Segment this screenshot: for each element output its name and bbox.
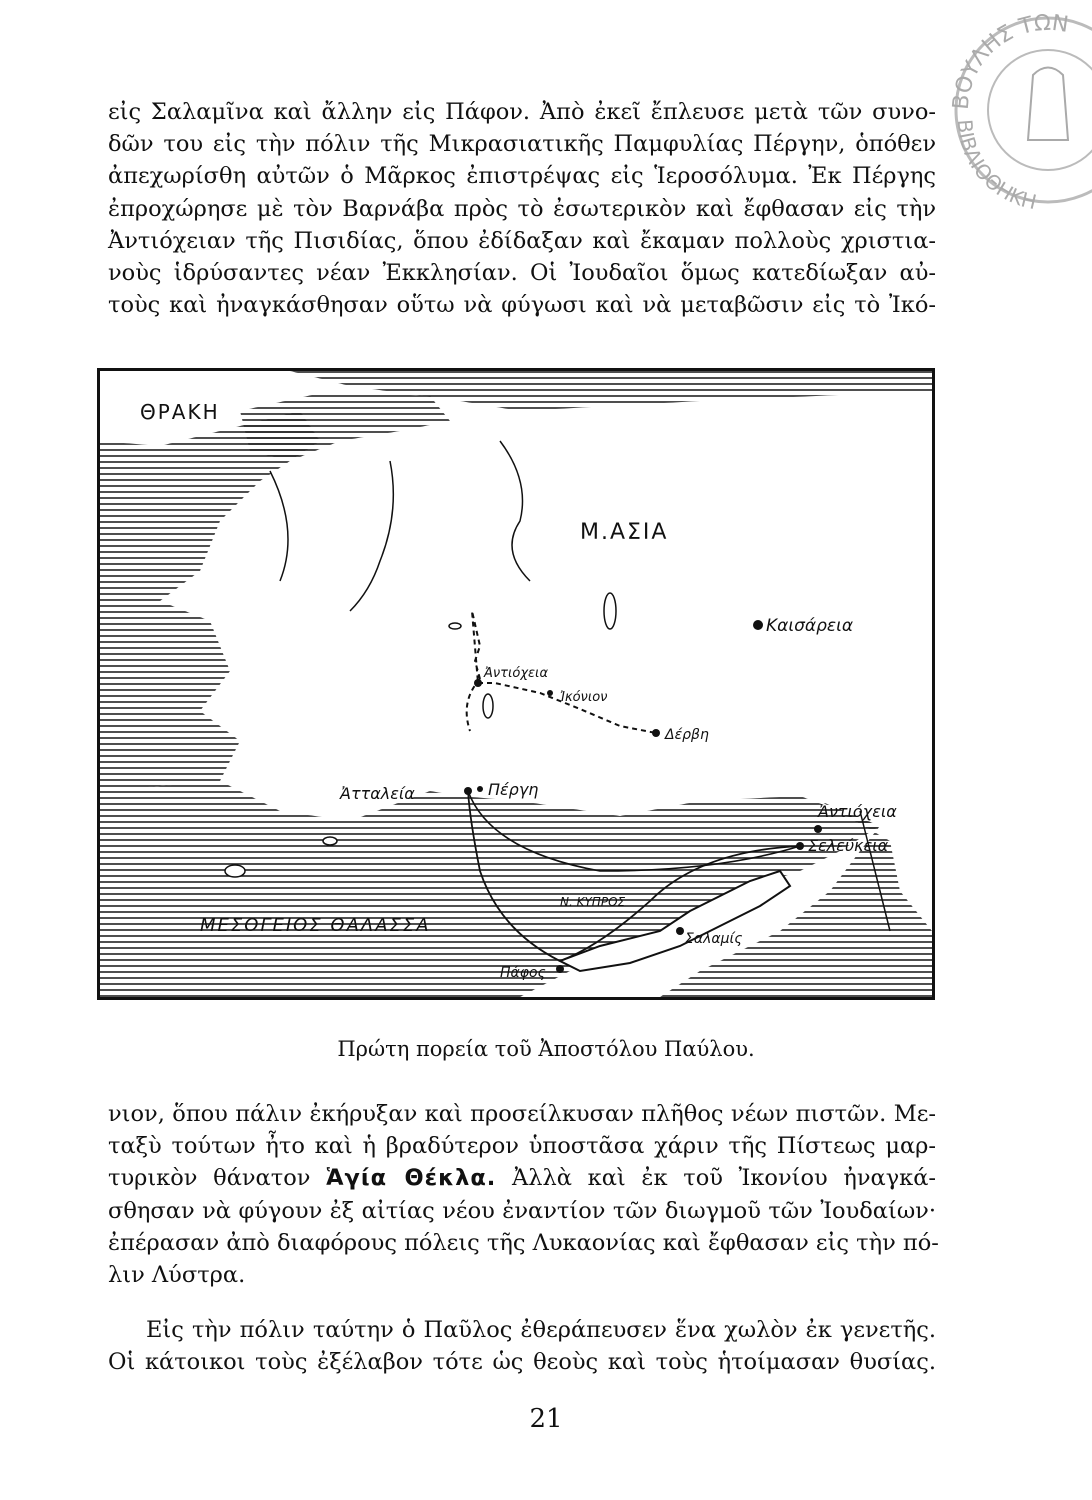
text-line: λιν Λύστρα. (108, 1262, 246, 1289)
label-thrace: ΘΡΑΚΗ (140, 400, 220, 424)
route-inland (467, 611, 480, 731)
city-ikonion: Ἰκόνιον (560, 690, 608, 705)
city-kaisareia: Καισάρεια (766, 616, 854, 636)
city-pafos: Πάφος (500, 965, 546, 981)
label-cyprus: Ν. ΚΥΠΡΟΣ (560, 895, 626, 909)
text-line: Ἀντιόχειαν τῆς Πισιδίας, ὅπου ἐδίδαξαν καὶ ἔκαμαν πολλοὺς χριστια- (108, 227, 936, 254)
stamp-text-top: ΒΟΥΛΗΣ ΤΩΝ (948, 10, 1071, 111)
page-number: 21 (529, 1404, 563, 1434)
city-derbi: Δέρβη (665, 727, 709, 743)
text-before-bold: τυρικὸν θάνατον (108, 1165, 311, 1192)
map-drawing (100, 371, 932, 997)
text-line: σθησαν νὰ φύγουν ἐξ αἰτίας νέου ἐναντίον τῶν διωγμοῦ τῶν Ἰουδαίων· (108, 1197, 936, 1224)
paragraph-bottom (108, 1314, 936, 1378)
map-caption: Πρώτη πορεία τοῦ Ἀποστόλου Παύλου. (337, 1037, 755, 1061)
route-map (97, 368, 935, 1000)
bold-name-agia-thekla: Ἁγία Θέκλα. (326, 1165, 497, 1192)
text-line: ἀπεχωρίσθη αὐτῶν ὁ Μᾶρκος ἐπιστρέψας εἰς Ἱεροσόλυμα. Ἐκ Πέργης (108, 163, 936, 190)
city-salamis: Σαλαμίς (685, 931, 743, 947)
city-perge: Πέργη (488, 780, 539, 799)
text-line: εἰς Σαλαμῖνα καὶ ἄλλην εἰς Πάφον. Ἀπὸ ἐκεῖ ἔπλευσε μετὰ τῶν συνο- (108, 99, 936, 125)
sea-aegean (100, 411, 320, 791)
text-line: ἐπροχώρησε μὲ τὸν Βαρνάβα πρὸς τὸ ἐσωτερικὸν καὶ ἔφθασαν εἰς τὴν (108, 195, 936, 222)
text-after-bold: Ἀλλὰ καὶ ἐκ τοῦ Ἰκονίου ἠναγκά- (512, 1165, 937, 1192)
text-line: ταξὺ τούτων ἦτο καὶ ἡ βραδύτερον ὑποστᾶσα χάριν τῆς Πίστεως μαρ- (108, 1133, 936, 1160)
city-antiocheia-pisidia: Ἀντιόχεια (484, 666, 549, 681)
city-antiocheia-syria: Ἀντιόχεια (818, 802, 897, 821)
label-sea: ΜΕΣΟΓΕΙΟΣ ΘΑΛΑΣΣΑ (200, 915, 431, 936)
text-line: Οἱ κάτοικοι τοὺς ἐξέλαβον τότε ὡς θεοὺς καὶ τοὺς ἡτοίμασαν θυσίας. (108, 1349, 936, 1376)
text-line: τοὺς καὶ ἠναγκάσθησαν οὕτω νὰ φύγωσι καὶ νὰ μεταβῶσιν εἰς τὸ Ἰκό- (108, 292, 936, 319)
sea-marmara (240, 391, 450, 461)
paragraph-top (108, 96, 936, 321)
paragraph-middle (108, 1098, 939, 1291)
text-line: ἐπέρασαν ἀπὸ διαφόρους πόλεις τῆς Λυκαονίας καὶ ἔφθασαν εἰς τὴν πό- (108, 1229, 939, 1256)
text-line: Εἰς τὴν πόλιν ταύτην ὁ Παῦλος ἐθεράπευσεν ἕνα χωλὸν ἐκ γενετῆς. (146, 1317, 936, 1343)
label-asia: Μ.ΑΣΙΑ (580, 520, 669, 545)
text-line: νοὺς ἱδρύσαντες νέαν Ἐκκλησίαν. Οἱ Ἰουδαῖοι ὅμως κατεδίωξαν αὐ- (108, 260, 936, 287)
text-line-with-bold (108, 1162, 936, 1194)
city-attaleia: Ἀτταλεία (340, 784, 415, 803)
text-line: δῶν του εἰς τὴν πόλιν τῆς Μικρασιατικῆς Παμφυλίας Πέργην, ὁπόθεν (108, 131, 936, 158)
city-seleukeia: Σελεύκεια (808, 836, 889, 855)
library-stamp (938, 0, 1092, 222)
text-line: νιον, ὅπου πάλιν ἐκήρυξαν καὶ προσείλκυσαν πλῆθος νέων πιστῶν. Με- (108, 1101, 936, 1127)
stamp-text-bottom: ΒΙΒΛΙΟΘΗΚΗ (952, 118, 1039, 215)
